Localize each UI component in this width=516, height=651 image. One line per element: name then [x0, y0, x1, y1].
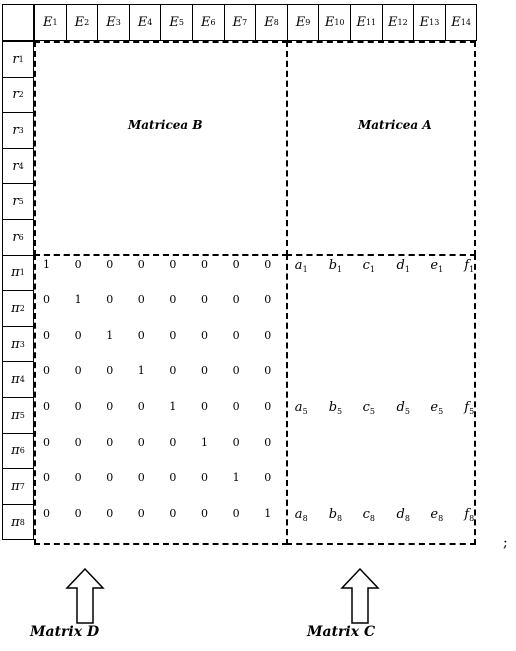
matrix-d-caption: Matrix D [30, 624, 100, 640]
matrix-d-cell: 0 [169, 364, 177, 378]
row-header: r 6 [2, 219, 34, 256]
matrix-c-region [286, 254, 477, 546]
row-header: π 6 [2, 433, 34, 470]
matrix-d-cell: 0 [106, 364, 114, 378]
matrix-d-cell: 0 [43, 293, 50, 307]
row-header: π 3 [2, 326, 34, 363]
matrix-d-cell: 0 [201, 328, 208, 342]
matrix-d-cell: 0 [201, 471, 208, 485]
matrix-d-cell: 0 [232, 400, 240, 413]
column-header: E 10 [318, 4, 351, 41]
matrix-d-cell: 0 [74, 435, 82, 449]
column-header: E 13 [413, 4, 446, 41]
matrix-d-cell: 0 [74, 257, 82, 271]
matrix-d-cell: 0 [201, 506, 208, 520]
row-header: r 5 [2, 183, 34, 220]
corner-cell [2, 4, 34, 41]
matrix-c-cell: $e_5$ [430, 400, 444, 416]
column-header: E 14 [445, 4, 478, 41]
matrix-d-cell: 0 [264, 293, 272, 307]
row-header: π 8 [2, 504, 34, 541]
matrix-d-cell: 0 [264, 400, 272, 413]
matrix-d-cell: 0 [169, 471, 177, 485]
column-header: E 12 [382, 4, 415, 41]
matrix-d-cell: 0 [264, 257, 272, 271]
matrix-d-cell: 0 [43, 471, 50, 485]
matrix-c-cell: $f_5$ [464, 400, 475, 416]
matrix-d-cell: 0 [201, 364, 208, 378]
matrix-d-cell: 0 [169, 257, 177, 271]
column-header: E 1 [34, 4, 67, 41]
matrix-c-cell: $e_1$ [430, 257, 444, 274]
matrix-a-label: Matricea A [358, 118, 432, 132]
matrix-d-cell: 0 [74, 400, 82, 413]
matrix-d-cell: 0 [264, 471, 272, 485]
matrix-d-cell: 0 [106, 471, 114, 485]
matrix-d-cell: 1 [201, 435, 208, 449]
matrix-d-cell: 0 [169, 328, 177, 342]
matrix-d-cell: 0 [264, 328, 272, 342]
matrix-c-cell: $a_1$ [294, 257, 308, 274]
matrix-d-region [34, 254, 288, 546]
matrix-d-cell: 0 [106, 435, 114, 449]
matrix-d-cell: 0 [201, 257, 208, 271]
matrix-d-cell: 1 [232, 471, 240, 485]
up-arrow-icon [65, 568, 105, 624]
matrix-d-cell: 0 [74, 471, 82, 485]
matrix-d-cell: 0 [43, 506, 50, 520]
matrix-d-cell: 1 [169, 400, 177, 413]
matrix-d-cell: 0 [106, 257, 114, 271]
matrix-d-cell: 0 [106, 293, 114, 307]
column-header: E 3 [97, 4, 130, 41]
row-header: r 3 [2, 112, 34, 149]
column-header: E 4 [129, 4, 162, 41]
matrix-d-cell: 0 [264, 435, 272, 449]
matrix-c-cell: $d_8$ [396, 506, 410, 523]
row-header: π 1 [2, 255, 34, 292]
matrix-c-cell: $a_8$ [294, 506, 308, 523]
matrix-d-cell: 0 [43, 328, 50, 342]
row-header: r 1 [2, 41, 34, 78]
matrix-d-cell: 0 [43, 435, 50, 449]
matrix-c-cell: $d_5$ [396, 400, 410, 416]
column-header: E 2 [66, 4, 99, 41]
matrix-d-cell: 0 [232, 257, 240, 271]
matrix-c-cell: $b_5$ [328, 400, 343, 416]
matrix-d-cell: 0 [137, 435, 145, 449]
matrix-d-cell: 1 [137, 364, 145, 378]
column-header: E 7 [224, 4, 257, 41]
matrix-c-cell: $c_5$ [362, 400, 375, 416]
matrix-d-cell: 0 [106, 400, 114, 413]
matrix-d-cell: 0 [74, 364, 82, 378]
matrix-b-label: Matricea B [128, 118, 203, 132]
trailing-semicolon: ; [503, 535, 508, 551]
matrix-c-cell: $c_8$ [362, 506, 375, 523]
matrix-d-cell: 0 [232, 506, 240, 520]
matrix-b-region [34, 41, 288, 256]
row-header: π 7 [2, 468, 34, 505]
column-header: E 11 [350, 4, 383, 41]
matrix-d-cell: 0 [169, 506, 177, 520]
row-header: π 2 [2, 290, 34, 327]
matrix-d-cell: 0 [232, 328, 240, 342]
matrix-d-cell: 0 [137, 257, 145, 271]
matrix-d-cell: 0 [137, 328, 145, 342]
matrix-d-cell: 0 [232, 293, 240, 307]
matrix-d-cell: 0 [264, 364, 272, 378]
matrix-c-cell: $f_8$ [464, 506, 475, 523]
matrix-d-cell: 1 [74, 293, 82, 307]
matrix-d-cell: 0 [201, 400, 208, 413]
matrix-c-cell: $a_5$ [294, 400, 308, 416]
matrix-c-cell: $c_1$ [362, 257, 375, 274]
up-arrow-icon [340, 568, 380, 624]
matrix-d-cell: 0 [232, 435, 240, 449]
matrix-d-cell: 0 [137, 471, 145, 485]
matrix-d-cell: 0 [43, 364, 50, 378]
matrix-c-cell: $e_8$ [430, 506, 444, 523]
matrix-d-cell: 0 [137, 293, 145, 307]
matrix-c-caption: Matrix C [307, 624, 376, 640]
row-header: r 2 [2, 77, 34, 114]
matrix-d-cell: 0 [43, 400, 50, 413]
row-header: π 4 [2, 361, 34, 398]
matrix-d-cell: 0 [137, 506, 145, 520]
row-header: π 5 [2, 397, 34, 434]
matrix-d-cell: 0 [201, 293, 208, 307]
column-header: E 5 [160, 4, 193, 41]
matrix-a-region [286, 41, 477, 256]
matrix-d-cell: 1 [106, 328, 114, 342]
matrix-c-cell: $b_1$ [328, 257, 343, 274]
matrix-d-cell: 0 [106, 506, 114, 520]
row-header: r 4 [2, 148, 34, 185]
matrix-d-cell: 0 [232, 364, 240, 378]
column-header: E 8 [255, 4, 288, 41]
matrix-d-cell: 0 [169, 293, 177, 307]
matrix-d-cell: 1 [264, 506, 272, 520]
matrix-d-cell: 0 [74, 328, 82, 342]
matrix-d-cell: 0 [137, 400, 145, 413]
matrix-c-cell: $d_1$ [396, 257, 410, 274]
matrix-d-cell: 0 [169, 435, 177, 449]
matrix-c-cell: $b_8$ [328, 506, 343, 523]
matrix-d-cell: 1 [43, 257, 50, 271]
column-header: E 6 [192, 4, 225, 41]
matrix-c-cell: $f_1$ [464, 257, 475, 274]
column-header: E 9 [287, 4, 320, 41]
matrix-d-cell: 0 [74, 506, 82, 520]
